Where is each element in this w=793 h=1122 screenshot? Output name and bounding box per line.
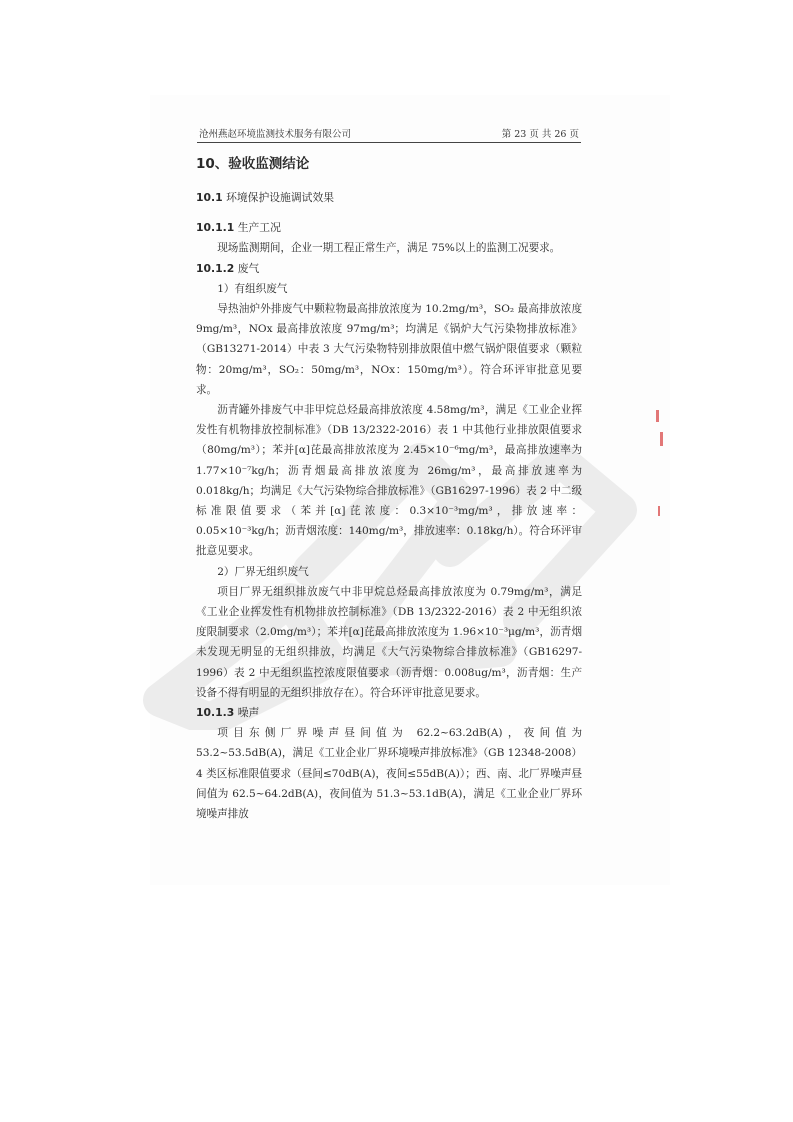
heading-number: 10.1.1 <box>196 221 235 235</box>
heading-10-1-1 <box>196 218 582 238</box>
heading-number: 10.1.2 <box>196 261 235 275</box>
document-body <box>196 152 582 824</box>
heading-10-1 <box>196 188 582 208</box>
subheading-unorganized: 2）厂界无组织废气 <box>217 565 309 578</box>
red-stamp-mark <box>658 506 660 516</box>
paragraph-organized-2: 沥青罐外排废气中非甲烷总烃最高排放浓度 4.58mg/m³，满足《工业企业挥发性有机物排放控制标准》（DB 13/2322-2016）表 1 中其他行业排放限值要求（80mg/m³）；苯并[α]芘最高排放浓度为 2.45×10⁻⁶mg/m³，最高排放速率为 1.77×10⁻⁷kg/h；沥青烟最高排放浓度为 26mg/m³，最高排放速率为 0.018kg/h；均满足《大气污染物综合排放标准》（GB16297-1996）表 2 中二级标准限值要求（苯并[α]芘浓度：0.3×10⁻³mg/m³，排放速率：0.05×10⁻³kg/h；沥青烟浓度：140mg/m³，排放速率：0.18kg/h）。符合环评审批意见要求。 <box>196 404 582 558</box>
red-stamp-mark <box>660 432 663 446</box>
paragraph-work-condition: 现场监测期间，企业一期工程正常生产，满足 75%以上的监测工况要求。 <box>217 242 561 255</box>
subheading-organized: 1）有组织废气 <box>217 282 288 295</box>
page-header <box>197 124 581 143</box>
paragraph-unorganized: 项目厂界无组织排放废气中非甲烷总烃最高排放浓度为 0.79mg/m³，满足《工业企业挥发性有机物排放控制标准》（DB 13/2322-2016）表 2 中无组织浓度限制要求（2.0mg/m³）；苯并[α]芘最高排放浓度为 1.96×10⁻³μg/m³，沥青烟未发现无明显的无组织排放，均满足《大气污染物综合排放标准》（GB16297-1996）表 2 中无组织监控浓度限值要求（沥青烟：0.008ug/m³，沥青烟：生产设备不得有明显的无组织排放存在）。符合环评审批意见要求。 <box>196 585 582 699</box>
paragraph-organized-1: 导热油炉外排废气中颗粒物最高排放浓度为 10.2mg/m³，SO₂ 最高排放浓度 9mg/m³，NOx 最高排放浓度 97mg/m³；均满足《锅炉大气污染物排放标准》（GB13271-2014）中表 3 大气污染物特别排放限值中燃气锅炉限值要求（颗粒物：20mg/m³，SO₂：50mg/m³，NOx：150mg/m³）。符合环评审批意见要求。 <box>196 303 582 396</box>
heading-10-1-2 <box>196 259 582 279</box>
paragraph-noise: 项目东侧厂界噪声昼间值为 62.2~63.2dB(A)，夜间值为 53.2~53.5dB(A)，满足《工业企业厂界环境噪声排放标准》（GB 12348-2008）4 类区标准限值要求（昼间≤70dB(A)，夜间≤55dB(A)）；西、南、北厂界噪声昼间值为 62.5~64.2dB(A)，夜间值为 51.3~53.1dB(A)，满足《工业企业厂界环境噪声排放 <box>196 727 582 821</box>
heading-number: 10.1 <box>196 191 223 204</box>
heading-number: 10.1.3 <box>196 706 235 720</box>
header-company: 沧州燕赵环境监测技术服务有限公司 <box>199 129 352 140</box>
heading-text: 生产工况 <box>237 221 281 235</box>
section-title: 10、验收监测结论 <box>196 156 310 172</box>
header-page-number: 第 23 页 共 26 页 <box>501 129 579 140</box>
red-stamp-mark <box>656 410 659 422</box>
heading-10-1-3 <box>196 703 582 723</box>
heading-text: 噪声 <box>237 706 260 720</box>
heading-text: 废气 <box>237 261 260 275</box>
heading-text: 环境保护设施调试效果 <box>226 191 335 204</box>
